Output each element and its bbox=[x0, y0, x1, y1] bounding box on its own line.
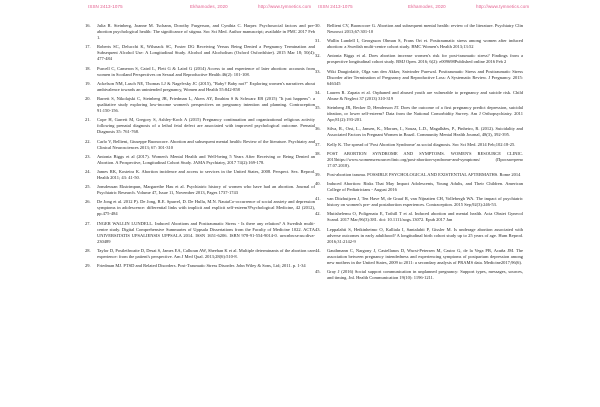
reference-text: Friedman MJ. PTSD and Related Disorders. Post-Traumatic Stress Disorder. John Wiley & Sons, Ltd; 2011. p. 1-34 bbox=[97, 263, 306, 269]
reference-number: 37. bbox=[315, 141, 321, 147]
reference-item bbox=[85, 154, 315, 166]
reference-number: 43. bbox=[315, 226, 321, 232]
reference-number: 21. bbox=[85, 117, 91, 123]
header-issn: ISSN 2413-1075 bbox=[88, 4, 123, 9]
reference-item bbox=[315, 211, 523, 223]
reference-text: Steinberg JR, Becker D, Henderson JT. Does the outcome of a first pregnancy predict depression, suicidal ideation, or lower self-esteem? Data from the National Comorbidity Survey. Am J Orthopsychiatry. 2011 Apr;81(2):193-201. bbox=[327, 105, 523, 123]
reference-number: 22. bbox=[85, 138, 91, 144]
reference-text: Wiki Daugirdaitė, Olga van den Akker, Satvinder Purewal. Posttraumatic Stress and Posttraumatic Stress Disorder after Termination of Pregnancy and Reproductive Loss: A Systematic Review. J Pregnancy. 2015: 646345 bbox=[327, 68, 523, 86]
reference-item bbox=[315, 151, 523, 169]
reference-number: 32. bbox=[315, 53, 321, 59]
reference-number: 36. bbox=[315, 126, 321, 132]
header-journal: Ekhamodes, 2020 bbox=[190, 4, 228, 9]
reference-number: 35. bbox=[315, 105, 321, 111]
reference-number: 16. bbox=[85, 23, 91, 28]
reference-text: Antonia Biggs et al (2017). Women's Mental Health and Well-being 5 Years After Receiving or Being Denied an Abortion. A Prospective, Longitudinal Cohort Study. JAMA Psychiatry, 2017 74(2):169-178. bbox=[97, 153, 315, 165]
reference-item bbox=[315, 38, 523, 50]
reference-item bbox=[315, 269, 523, 281]
reference-number: 38. bbox=[315, 150, 321, 156]
reference-item bbox=[315, 181, 523, 193]
reference-text: Gauthmann C, Nargony J, Castellanos D, Wurst-Petersen M, Castro G, de la Vega PB, Acuña JM. The association between pregnancy intendedness and experiencing symptoms of postpartum depression among new mothers in the United States, 2009 to 2011: a secondary analysis of PRAMS data. Medicine2017;96(6). bbox=[327, 247, 523, 265]
reference-text: POST ABORTION SYNDROME AND SYMPTOMS. WOMEN'S RESOURCE CLINIC. 2015https://www.womensresourceclinic.org/post-abortion-syndrome-and-symptoms/ (Просмотрено 17.07.2018). bbox=[327, 150, 523, 168]
reference-text: Antonia Biggs et al. Does abortion increase women's risk for post-traumatic stress? Findings from a prospective longitudinal cohort study. BMJ Open. 2016; 6(2): e009698Published online 2016 Feb 2 bbox=[327, 53, 523, 65]
header-site: http://www.tymnetics.com bbox=[258, 4, 312, 9]
reference-number: 40. bbox=[315, 180, 321, 186]
reference-number: 34. bbox=[315, 89, 321, 95]
reference-item bbox=[85, 169, 315, 181]
reference-item bbox=[315, 23, 523, 35]
reference-item bbox=[85, 66, 315, 78]
reference-item bbox=[85, 117, 315, 135]
reference-item bbox=[315, 172, 523, 178]
reference-number: 41. bbox=[315, 196, 321, 202]
reference-text: Barrett S, Nikolajski C, Steinberg JR, Friedman L, Akers AY, Ibrahim S & Schwarz EB (2015) "It just happens": a qualitative study exploring low-income women's perspectives on pregnancy intention and planning. Contraception 91:150-156. bbox=[97, 95, 315, 114]
reference-number: 33. bbox=[315, 68, 321, 74]
reference-text: Cope H, Garrett M, Gregory S, Ashley-Koch A (2015) Pregnancy continuation and organizational religious activity following prenatal diagnosis of a lethal fetal defect are associated with improved psychological outcome. Prenatal Diagnosis 35: 761-768. bbox=[97, 117, 315, 135]
reference-text: Induced Abortion: Risks That May Impact Adolescents, Young Adults, and Their Children. American College of Pediatricians - August 2016 bbox=[327, 180, 523, 193]
reference-text: Jonsdeusan Ekstrimpun, Margarethe Hau et al. Psychiatric history of women who have had an abortion. Journal of Psychiatric Research. Volume 47, Issue 11, November 2013, Pages 1737-1743 bbox=[97, 184, 315, 196]
reference-item bbox=[85, 139, 315, 151]
reference-text: Kelly K. The spread of 'Post Abortion Syndrome' as social diagnosis. Soc Sci Med. 2014 Feb;102:18-25. bbox=[327, 141, 516, 147]
reference-text: Leppalahti S, Heikinheimo O, Kalliala I, Santalahti P, Gissler M. Is underage abortion associated with adverse outcomes in early adulthood? A longitudinal birth cohort study up to 25 years of age. Hum Reprod. 2016;31:2142-9 bbox=[327, 226, 523, 244]
reference-item bbox=[85, 81, 315, 93]
reference-item bbox=[85, 184, 315, 196]
reference-text: Ackelson NM, Lasch NE, Thomas LJ & Nagelvsky JC (2015), "Baby? Baby not?" Exploring women's narratives about ambivalence towards an unintended pregnancy, Women and Health 55:842-858 bbox=[97, 80, 315, 92]
reference-number: 26. bbox=[85, 199, 91, 205]
reference-number: 24. bbox=[85, 168, 91, 174]
reference-item bbox=[315, 90, 523, 102]
reference-number: 28. bbox=[85, 247, 91, 253]
references-right-column bbox=[315, 23, 523, 284]
reference-number: 20. bbox=[85, 95, 91, 101]
reference-number: 27. bbox=[85, 220, 91, 226]
reference-number: 39. bbox=[315, 171, 321, 177]
reference-item bbox=[315, 196, 523, 208]
reference-text: Wallin Lundell I, Georgsson Ohman S, Frans Ort et. Posttraumatic stress among women after induced abortion: a Swedish multi-centre cohort study. BMC Women's Health 2013;13:52 bbox=[327, 38, 523, 50]
reference-text: Gray J (2016) Social support communication in unplanned pregnancy: Support types, messages, sources, and timing. Jnl. Health Communication 19(10): 1196-1211. bbox=[327, 269, 523, 281]
references-left-column bbox=[85, 23, 315, 272]
reference-item bbox=[315, 53, 523, 65]
reference-item bbox=[85, 248, 315, 260]
reference-text: Purcell C, Cameron S, Caird L, Flett G & Laird G (2014) Access to and experience of later abortion: accounts from women in Scotland Perspectives on Sexual and Reproductive Health 46(2): 101-108. bbox=[97, 65, 315, 77]
reference-number: 19. bbox=[85, 80, 91, 86]
reference-item bbox=[315, 248, 523, 266]
reference-text: Silva, R., Orsi, L., Jansen, K., Moraes, I., Souza, L.D., Magalhães, P., Pinheiro, R. (2012). Suicidality and Associated Factors in Pregnant Women in Brazil. Community Mental Health Journal, 48(3), 392-395. bbox=[327, 126, 523, 138]
header-journal-right: Ekhamodes, 2020 bbox=[408, 4, 446, 9]
reference-item bbox=[85, 44, 315, 62]
reference-text: Bellieni CV, Buonocore G. Abortion and subsequent mental health: review of the literature. Psychiatry Clin Neurosci 2013;67:301-10 bbox=[327, 23, 523, 35]
reference-text: van Ditzhuijzen J, Ten Have M, de Graaf R, van Nijnatten CH, Vollebergh WA. The impact of psychiatric history on women's pre- and postabortion experiences. Contraception. 2015 Sep;92(3):246-53. bbox=[327, 196, 523, 208]
reference-number: 45. bbox=[315, 269, 321, 275]
reference-item bbox=[315, 142, 523, 148]
reference-item bbox=[85, 96, 315, 114]
reference-number: 30. bbox=[315, 23, 321, 28]
reference-item bbox=[85, 221, 315, 245]
reference-text: Post-abortion trauma. POSSIBLE PSYCHOLOGICAL AND EXISTENTIAL AFTERMATHS. Rome 2014 bbox=[327, 171, 521, 177]
reference-item bbox=[315, 69, 523, 87]
reference-item bbox=[85, 199, 315, 217]
reference-text: Taylor D, Postlethwaite D, Desai S, James EA, Calhoun AW, Sheehan K et al. Multiple determinants of the abortion care experience: from the patient's perspective. Am J Med Qual. 2013;28(6):510-8. bbox=[97, 247, 315, 259]
reference-text: James RK, Kosteira K. Abortion incidence and access to services in the United States, 2008. Perspect. Sex. Reprod. Health 2011; 43: 41-50. bbox=[97, 168, 315, 180]
reference-text: INGER WALLIN LUNDELL. Induced Abortions and Posttraumatic Stress - Is there any relation? A Swedish multi-centre study. Digital Comprehensive Summaries of Uppsala Dissertations from the Faculty of Medicine 1022. ACTA UNIVERSITATIS UPSALIENSIS UPPSALA 2014. ISSN 1651-6206. ISBN 978-91-554-9014-0. urn:nbn:se:uu:diva-230489 bbox=[97, 220, 315, 244]
reference-item bbox=[315, 126, 523, 138]
reference-text: Roberts SC, Delucchi K, Wilsnack SC, Foster DG Receiving Versus Being Denied a Pregnancy Termination and Subsequent Alcohol Use: A Longitudinal Study. Alcohol and Alcoholism (Oxford Oxfordshire). 2015 Mar 18; 50(4): 477-484 bbox=[97, 44, 315, 62]
reference-number: 31. bbox=[315, 38, 321, 44]
reference-number: 18. bbox=[85, 65, 91, 71]
reference-item bbox=[85, 263, 315, 269]
page-header bbox=[0, 0, 600, 16]
reference-text: De Jong et al. 2012 P). De Jong, R.E. Spurrel, D. De Hullu, M.N. NautaCo-occurrence of social anxiety and depression symptoms in adolescence: differential links with implicit and explicit self-esteem?Psychological Medicine, 42 (2012), pp.475-484 bbox=[97, 199, 315, 217]
reference-number: 17. bbox=[85, 44, 91, 50]
reference-text: Carlo V, Bellieni, Giuseppe Buonocore. Abortion and subsequent mental health: Review of the literature. Psychiatry and Clinical Neurosciences 2013; 67: 301-310 bbox=[97, 138, 315, 150]
reference-item bbox=[315, 105, 523, 123]
reference-item bbox=[315, 227, 523, 245]
reference-text: Lauren R. Zapata et al. Orphaned and abused youth are vulnerable to pregnancy and suicide risk. Child Abuse & Neglect 37 (2013) 310-319 bbox=[327, 89, 523, 101]
reference-number: 29. bbox=[85, 263, 91, 269]
header-site-right: http://www.tymnetics.com bbox=[476, 4, 530, 9]
reference-item bbox=[85, 23, 315, 41]
header-issn-right: ISSN 2413-1075 bbox=[318, 4, 353, 9]
reference-text: Julia R. Steinberg, Joanne M. Tschann, Dorothy Furgerson, and Cynthia C. Harper. Psychosocial factors and pre-abortion psychological health: The significance of stigma. Soc Sci Med. Author manuscript; available in PMC 2017 Feb 1. bbox=[97, 23, 315, 41]
reference-number: 42. bbox=[315, 211, 321, 217]
reference-number: 25. bbox=[85, 184, 91, 190]
reference-text: Mutishelemu O, Poligenatu E, Tothill T et al. Induced abortion and mental health. Acta Obstet Gynecol Scand. 2017 Mar;96(3):381. doi: 10.1111/aogs.13072. Epub 2017 Jan bbox=[327, 211, 523, 223]
reference-number: 44. bbox=[315, 247, 321, 253]
reference-number: 23. bbox=[85, 153, 91, 159]
